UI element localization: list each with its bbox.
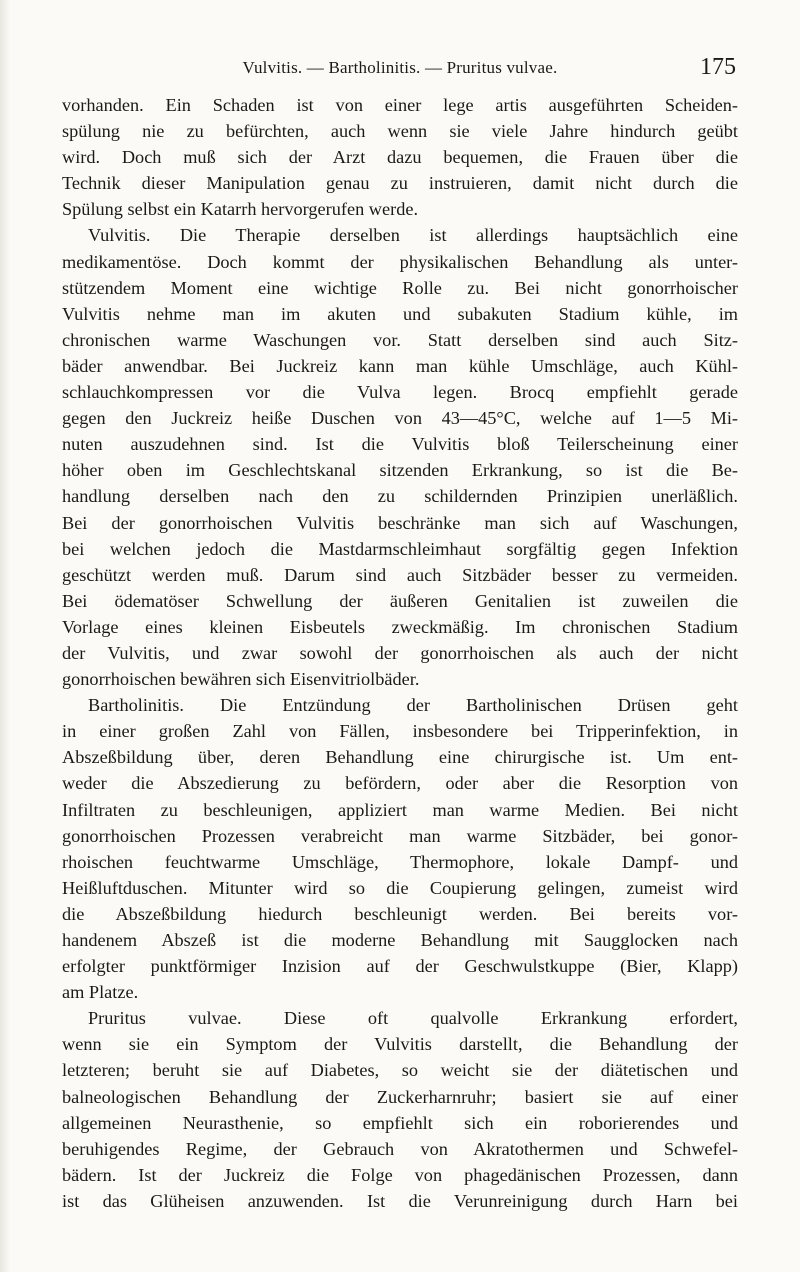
text-line: gonorrhoischen Prozessen verabreicht man warme Sitzbäder, bei gonor- bbox=[62, 825, 738, 846]
text-line: handlung derselben nach den zu schildernden Prinzipien unerläßlich. bbox=[62, 486, 738, 507]
text-line: wird. Doch muß sich der Arzt dazu bequemen, die Frauen über die bbox=[62, 147, 738, 168]
text-line: Technik dieser Manipulation genau zu instruieren, damit nicht durch die bbox=[62, 173, 738, 194]
text-line: chronischen warme Waschungen vor. Statt derselben sind auch Sitz- bbox=[62, 329, 738, 350]
text-line: ist das Glüheisen anzuwenden. Ist die Verunreinigung durch Harn bei bbox=[62, 1190, 738, 1211]
text-line: Heißluftduschen. Mitunter wird so die Coupierung gelingen, zumeist wird bbox=[62, 877, 738, 898]
text-line: rhoischen feuchtwarme Umschläge, Thermophore, lokale Dampf- und bbox=[62, 851, 738, 872]
text-line: Vulvitis nehme man im akuten und subakuten Stadium kühle, im bbox=[62, 303, 738, 324]
text-line: gonorrhoischen bewähren sich Eisenvitriolbäder. bbox=[62, 669, 420, 690]
text-line: nuten auszudehnen sind. Ist die Vulvitis bloß Teilerscheinung einer bbox=[62, 434, 738, 455]
text-line: bäder anwendbar. Bei Juckreiz kann man kühle Umschläge, auch Kühl- bbox=[62, 355, 738, 376]
text-line: handenem Abszeß ist die moderne Behandlung mit Saugglocken nach bbox=[62, 930, 738, 950]
text-line: stützendem Moment eine wichtige Rolle zu. Bei nicht gonorrhoischer bbox=[62, 277, 738, 298]
text-line: vorhanden. Ein Schaden ist von einer lege artis ausgeführten Scheiden- bbox=[62, 95, 738, 115]
paragraph-start-line: Bartholinitis. Die Entzündung der Bartholinischen Drüsen geht bbox=[88, 695, 738, 716]
text-line: bädern. Ist der Juckreiz die Folge von phagedänischen Prozessen, dann bbox=[62, 1164, 738, 1185]
page-number: 175 bbox=[700, 54, 736, 80]
text-line: Infiltraten zu beschleunigen, appliziert man warme Medien. Bei nicht bbox=[62, 799, 738, 820]
running-header bbox=[62, 56, 738, 86]
text-line: Abszeßbildung über, deren Behandlung eine chirurgische ist. Um ent- bbox=[62, 747, 738, 768]
text-line: Bei der gonorrhoischen Vulvitis beschränke man sich auf Waschungen, bbox=[62, 512, 738, 533]
text-line: Vorlage eines kleinen Eisbeutels zweckmäßig. Im chronischen Stadium bbox=[62, 616, 738, 637]
body-text bbox=[62, 92, 738, 1214]
text-line: gegen den Juckreiz heiße Duschen von 43—45°C, welche auf 1—5 Mi- bbox=[62, 408, 738, 429]
text-line: medikamentöse. Doch kommt der physikalischen Behandlung als unter- bbox=[62, 251, 738, 272]
text-line: Spülung selbst ein Katarrh hervorgerufen werde. bbox=[62, 199, 419, 220]
text-line: die Abszeßbildung hiedurch beschleunigt werden. Bei bereits vor- bbox=[62, 903, 738, 924]
text-line: am Platze. bbox=[62, 982, 139, 1003]
running-title: Vulvitis. — Bartholinitis. — Pruritus vulvae. bbox=[242, 58, 558, 77]
text-line: allgemeinen Neurasthenie, so empfiehlt sich ein roborierendes und bbox=[62, 1112, 738, 1133]
text-line: geschützt werden muß. Darum sind auch Sitzbäder besser zu vermeiden. bbox=[62, 564, 738, 585]
text-line: balneologischen Behandlung der Zuckerharnruhr; basiert sie auf einer bbox=[62, 1086, 738, 1107]
text-line: wenn sie ein Symptom der Vulvitis darstellt, die Behandlung der bbox=[62, 1034, 738, 1055]
text-line: beruhigendes Regime, der Gebrauch von Akratothermen und Schwefel- bbox=[62, 1138, 738, 1159]
paragraph-start-line: Pruritus vulvae. Diese oft qualvolle Erkrankung erfordert, bbox=[88, 1008, 738, 1029]
text-line: der Vulvitis, und zwar sowohl der gonorrhoischen als auch der nicht bbox=[62, 642, 738, 663]
scan-edge-shadow bbox=[0, 0, 10, 1272]
text-line: höher oben im Geschlechtskanal sitzenden Erkrankung, so ist die Be- bbox=[62, 460, 738, 481]
text-line: schlauchkompressen vor die Vulva legen. Brocq empfiehlt gerade bbox=[62, 382, 738, 403]
text-line: weder die Abszedierung zu befördern, oder aber die Resorption von bbox=[62, 773, 738, 794]
text-line: in einer großen Zahl von Fällen, insbesondere bei Tripperinfektion, in bbox=[62, 721, 738, 742]
text-line: spülung nie zu befürchten, auch wenn sie viele Jahre hindurch geübt bbox=[62, 121, 738, 142]
text-line: Bei ödematöser Schwellung der äußeren Genitalien ist zuweilen die bbox=[62, 590, 738, 611]
text-line: erfolgter punktförmiger Inzision auf der Geschwulstkuppe (Bier, Klapp) bbox=[62, 956, 738, 977]
text-line: bei welchen jedoch die Mastdarmschleimhaut sorgfältig gegen Infektion bbox=[62, 538, 738, 559]
text-line: letzteren; beruht sie auf Diabetes, so weicht sie der diätetischen und bbox=[62, 1060, 738, 1081]
paragraph-start-line: Vulvitis. Die Therapie derselben ist allerdings hauptsächlich eine bbox=[88, 225, 738, 246]
